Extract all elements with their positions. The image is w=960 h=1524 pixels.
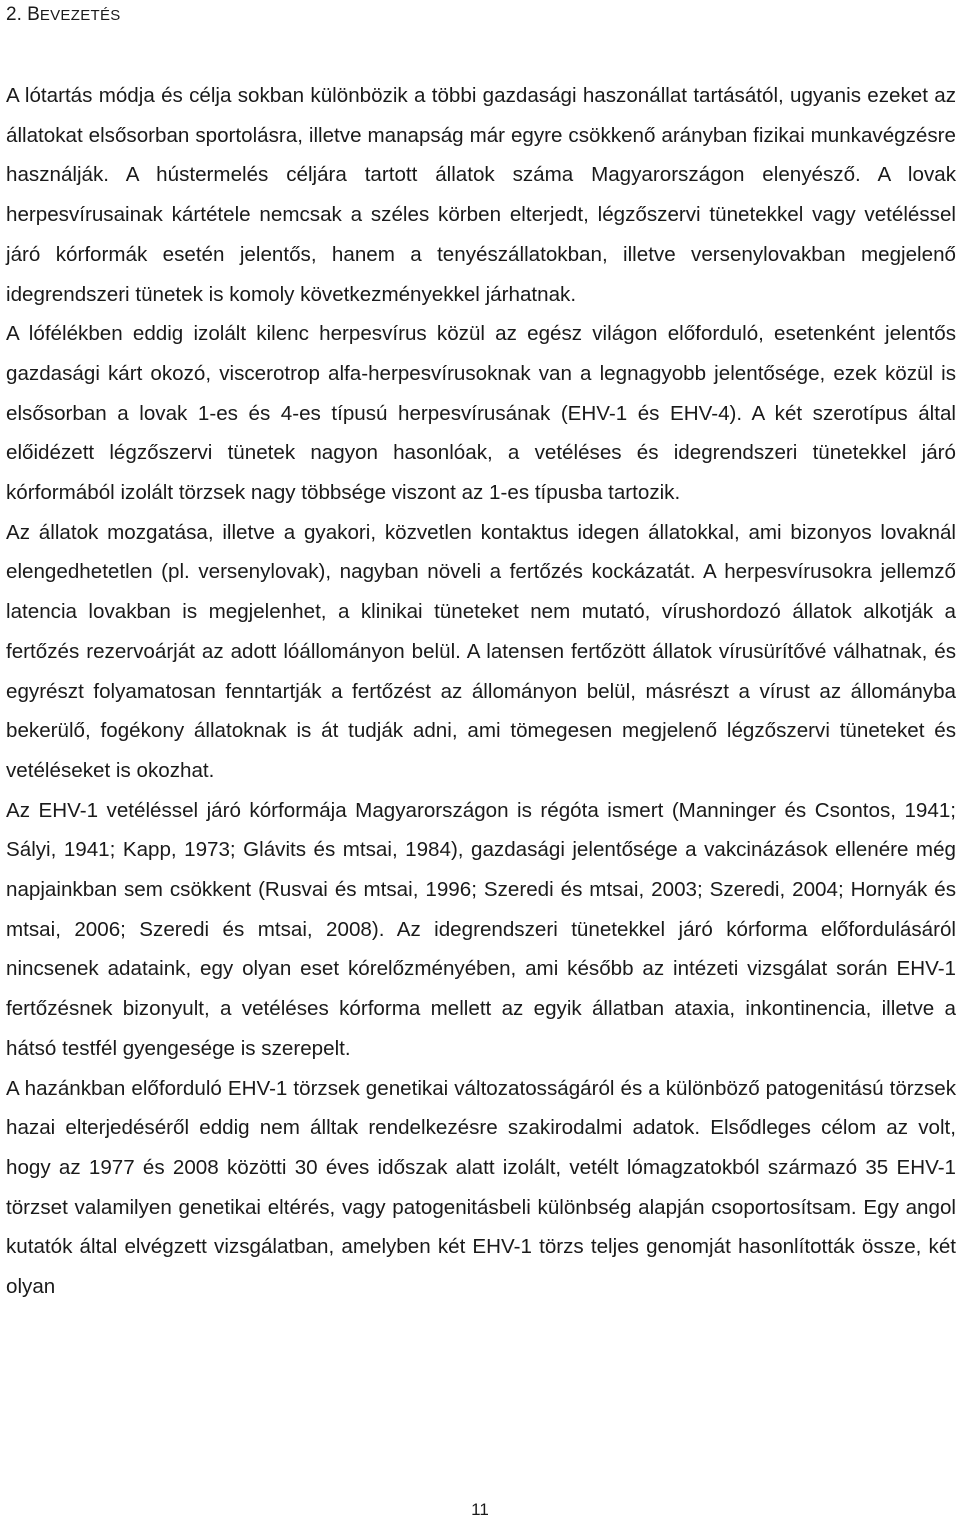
paragraph-intro: A lótartás módja és célja sokban különbözik a többi gazdasági haszonállat tartásától, ugyanis ezeket az állatokat elsősorban sportolásra, illetve manapság már egyre csökkenő arányban fizikai munkavégzésre használják. A hústermelés céljára tartott állatok száma Magyarországon elenyésző. A lovak herpesvírusainak kártétele nemcsak a széles körben elterjedt, légzőszervi tünetekkel vagy vetéléssel járó kórformák esetén jelentős, hanem a tenyészállatokban, illetve versenylovakban megjelenő idegrendszeri tünetek is komoly következményekkel járhatnak. [6, 84, 956, 306]
page-number: 11 [471, 1500, 489, 1519]
paragraph-herpesviruses: A lófélékben eddig izolált kilenc herpesvírus közül az egész világon előforduló, esetenként jelentős gazdasági kárt okozó, viscerotrop alfa-herpesvírusoknak van a legnagyobb jelentősége, ezek közül is elsősorban a lovak 1-es és 4-es típusú herpesvírusának (EHV-1 és EHV-4). A két szerotípus által előidézett légzőszervi tünetek nagyon hasonlóak, a vetéléses és idegrendszeri tünetekkel járó kórformából izolált törzsek nagy többsége viszont az 1-es típusba tartozik. [6, 322, 956, 505]
paragraph-transmission: Az állatok mozgatása, illetve a gyakori, közvetlen kontaktus idegen állatokkal, ami bizonyos lovaknál elengedhetetlen (pl. versenylovak), nagyban növeli a fertőzés kockázatát. A herpesvírusokra jellemző latencia lovakban is megjelenhet, a klinikai tüneteket nem mutató, vírushordozó állatok alkotják a fertőzés rezervoárját az adott lóállományon belül. A latensen fertőzött állatok vírusürítővé válhatnak, és egyrészt folyamatosan fenntartják a fertőzést az állományon belül, másrészt a vírust az állományba bekerülő, fogékony állatoknak is át tudják adni, ami tömegesen megjelenő légzőszervi tüneteket és vetéléseket is okozhat. [6, 520, 956, 782]
section-heading [6, 4, 121, 27]
paragraph-aims: A hazánkban előforduló EHV-1 törzsek genetikai változatosságáról és a különböző patogenitású törzsek hazai elterjedéséről eddig nem álltak rendelkezésre szakirodalmi adatok. Elsődleges célom az volt, hogy az 1977 és 2008 közötti 30 éves időszak alatt izolált, vetélt lómagzatokból származó 35 EHV-1 törzset valamilyen genetikai eltérés, vagy patogenitásbeli különbség alapján csoportosítsam. Egy angol kutatók által elvégzett vizsgálatban, amelyben két EHV-1 törzs teljes genomját hasonlították össze, két olyan [6, 1076, 956, 1299]
section-title-rest: EVEZETÉS [39, 7, 121, 24]
section-number: 2. [6, 4, 28, 25]
paragraph-ehv1-hungary: Az EHV-1 vetéléssel járó kórformája Magyarországon is régóta ismert (Manninger és Csontos, 1941; Sályi, 1941; Kapp, 1973; Glávits és mtsai, 1984), gazdasági jelentősége a vakcinázások ellenére még napjainkban sem csökkent (Rusvai és mtsai, 1996; Szeredi és mtsai, 2003; Szeredi, 2004; Hornyák és mtsai, 2006; Szeredi és mtsai, 2008). Az idegrendszeri tünetekkel járó kórforma előfordulásáról nincsenek adataink, egy olyan eset kórelőzményében, ami később az intézeti vizsgálat során EHV-1 fertőzésnek bizonyult, a vetéléses kórforma mellett az egyik állatban ataxia, inkontinencia, illetve a hátsó testfél gyengesége is szerepelt. [6, 798, 956, 1060]
body-text [6, 76, 956, 1307]
section-title-initial: B [27, 4, 40, 25]
